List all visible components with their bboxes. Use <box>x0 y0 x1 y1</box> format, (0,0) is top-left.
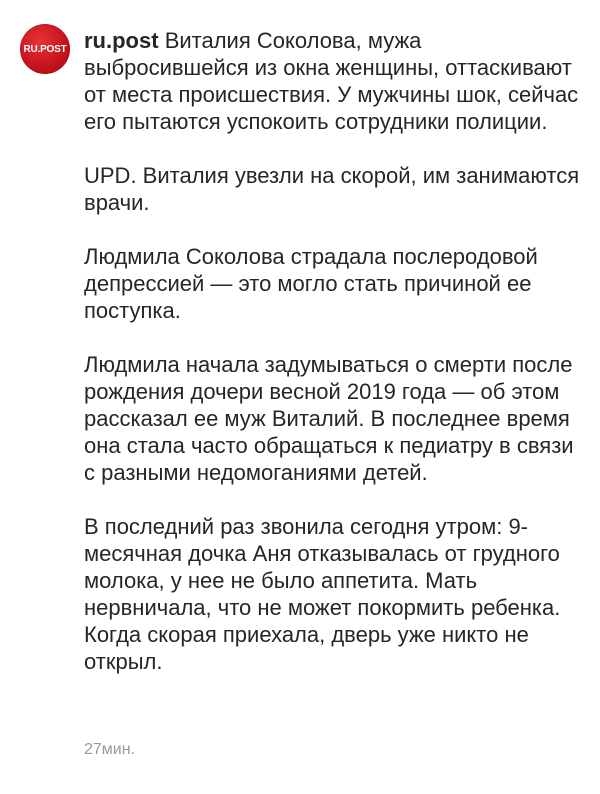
caption-paragraph: UPD. Виталия увезли на скорой, им занимаются врачи. <box>84 163 580 215</box>
avatar[interactable] <box>20 24 70 74</box>
caption-paragraph: В последний раз звонила сегодня утром: 9-месячная дочка Аня отказывалась от грудного молока, у нее не было аппетита. Мать нервничала, что не может покормить ребенка. Когда скорая приехала, дверь уже никто не открыл. <box>84 514 561 674</box>
caption-text: Виталия Соколова, мужа выбросившейся из окна женщины, оттаскивают от места происшествия. У мужчины шок, сейчас его пытаются успокоить сотрудники полиции. <box>84 28 579 134</box>
post-caption <box>84 27 584 675</box>
caption-paragraph <box>84 27 584 135</box>
avatar-logo-text: RU.POST <box>23 43 67 55</box>
caption-paragraph: Людмила начала задумываться о смерти после рождения дочери весной 2019 года — об этом рассказал ее муж Виталий. В последнее время она стала часто обращаться к педиатру в связи с разными недомоганиями детей. <box>84 352 574 485</box>
caption-paragraph: Людмила Соколова страдала послеродовой депрессией — это могло стать причиной ее поступка. <box>84 244 538 323</box>
username-link[interactable]: ru.post <box>84 28 159 53</box>
timestamp: 27мин. <box>84 741 136 758</box>
